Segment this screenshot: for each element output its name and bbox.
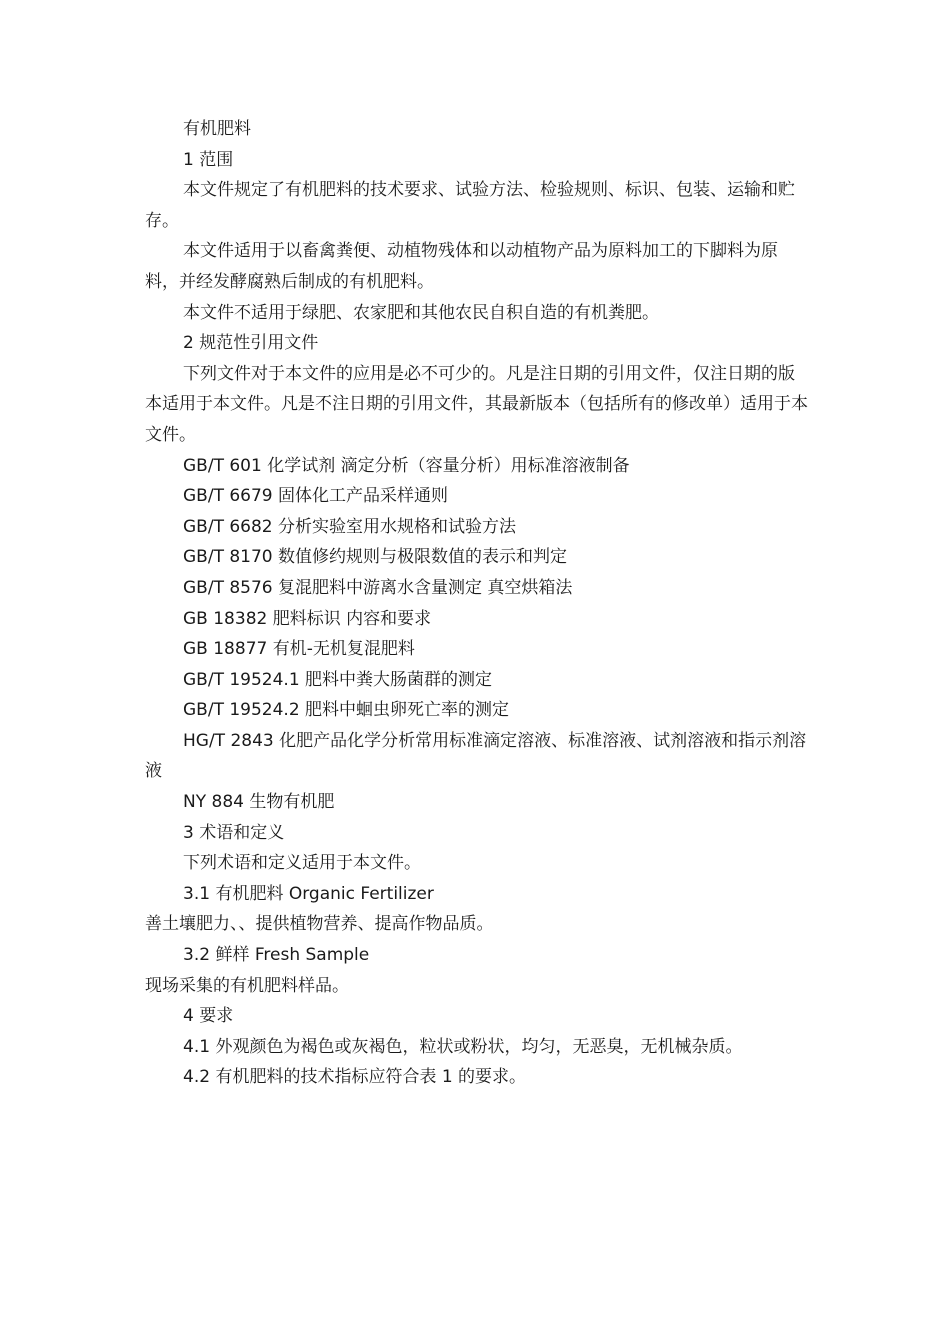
paragraph: 本文件规定了有机肥料的技术要求、试验方法、检验规则、标识、包装、运输和贮存。 [145, 180, 795, 231]
section-heading-requirements: 4 要求 [183, 1006, 234, 1027]
requirement-item: 4.2 有机肥料的技术指标应符合表 1 的要求。 [183, 1067, 527, 1088]
section-heading-normative-references: 2 规范性引用文件 [183, 333, 319, 354]
term-heading: 3.1 有机肥料 Organic Fertilizer [183, 883, 434, 904]
paragraph: 本文件不适用于绿肥、农家肥和其他农民自积自造的有机粪肥。 [183, 302, 659, 323]
document-body [145, 114, 810, 1093]
reference-item: GB 18382 肥料标识 内容和要求 [183, 608, 432, 629]
reference-item: GB/T 19524.1 肥料中粪大肠菌群的测定 [183, 669, 493, 690]
reference-item: GB/T 8170 数值修约规则与极限数值的表示和判定 [183, 547, 568, 568]
reference-item: GB/T 6679 固体化工产品采样通则 [183, 486, 449, 507]
reference-item: GB/T 6682 分析实验室用水规格和试验方法 [183, 516, 517, 537]
term-definition: 现场采集的有机肥料样品。 [145, 975, 349, 996]
reference-item: HG/T 2843 化肥产品化学分析常用标准滴定溶液、标准溶液、试剂溶液和指示剂溶液 [145, 730, 807, 782]
requirement-item: 4.1 外观颜色为褐色或灰褐色，粒状或粉状，均匀，无恶臭，无机械杂质。 [183, 1036, 743, 1057]
reference-item: GB/T 601 化学试剂 滴定分析（容量分析）用标准溶液制备 [183, 455, 630, 476]
reference-item: GB 18877 有机-无机复混肥料 [183, 639, 415, 660]
reference-item: NY 884 生物有机肥 [183, 792, 335, 813]
paragraph: 本文件适用于以畜禽粪便、动植物残体和以动植物产品为原料加工的下脚料为原料，并经发酵腐熟后制成的有机肥料。 [145, 241, 778, 292]
term-definition: 善土壤肥力、、提供植物营养、提高作物品质。 [145, 914, 494, 935]
paragraph: 下列文件对于本文件的应用是必不可少的。凡是注日期的引用文件，仅注日期的版本适用于本文件。凡是不注日期的引用文件，其最新版本（包括所有的修改单）适用于本文件。 [145, 363, 808, 445]
term-heading: 3.2 鲜样 Fresh Sample [183, 945, 370, 966]
section-heading-scope: 1 范围 [183, 149, 234, 170]
reference-item: GB/T 8576 复混肥料中游离水含量测定 真空烘箱法 [183, 577, 573, 598]
paragraph: 下列术语和定义适用于本文件。 [183, 853, 421, 874]
section-heading-terms: 3 术语和定义 [183, 822, 285, 843]
reference-item: GB/T 19524.2 肥料中蛔虫卵死亡率的测定 [183, 700, 510, 721]
document-title: 有机肥料 [183, 119, 251, 139]
